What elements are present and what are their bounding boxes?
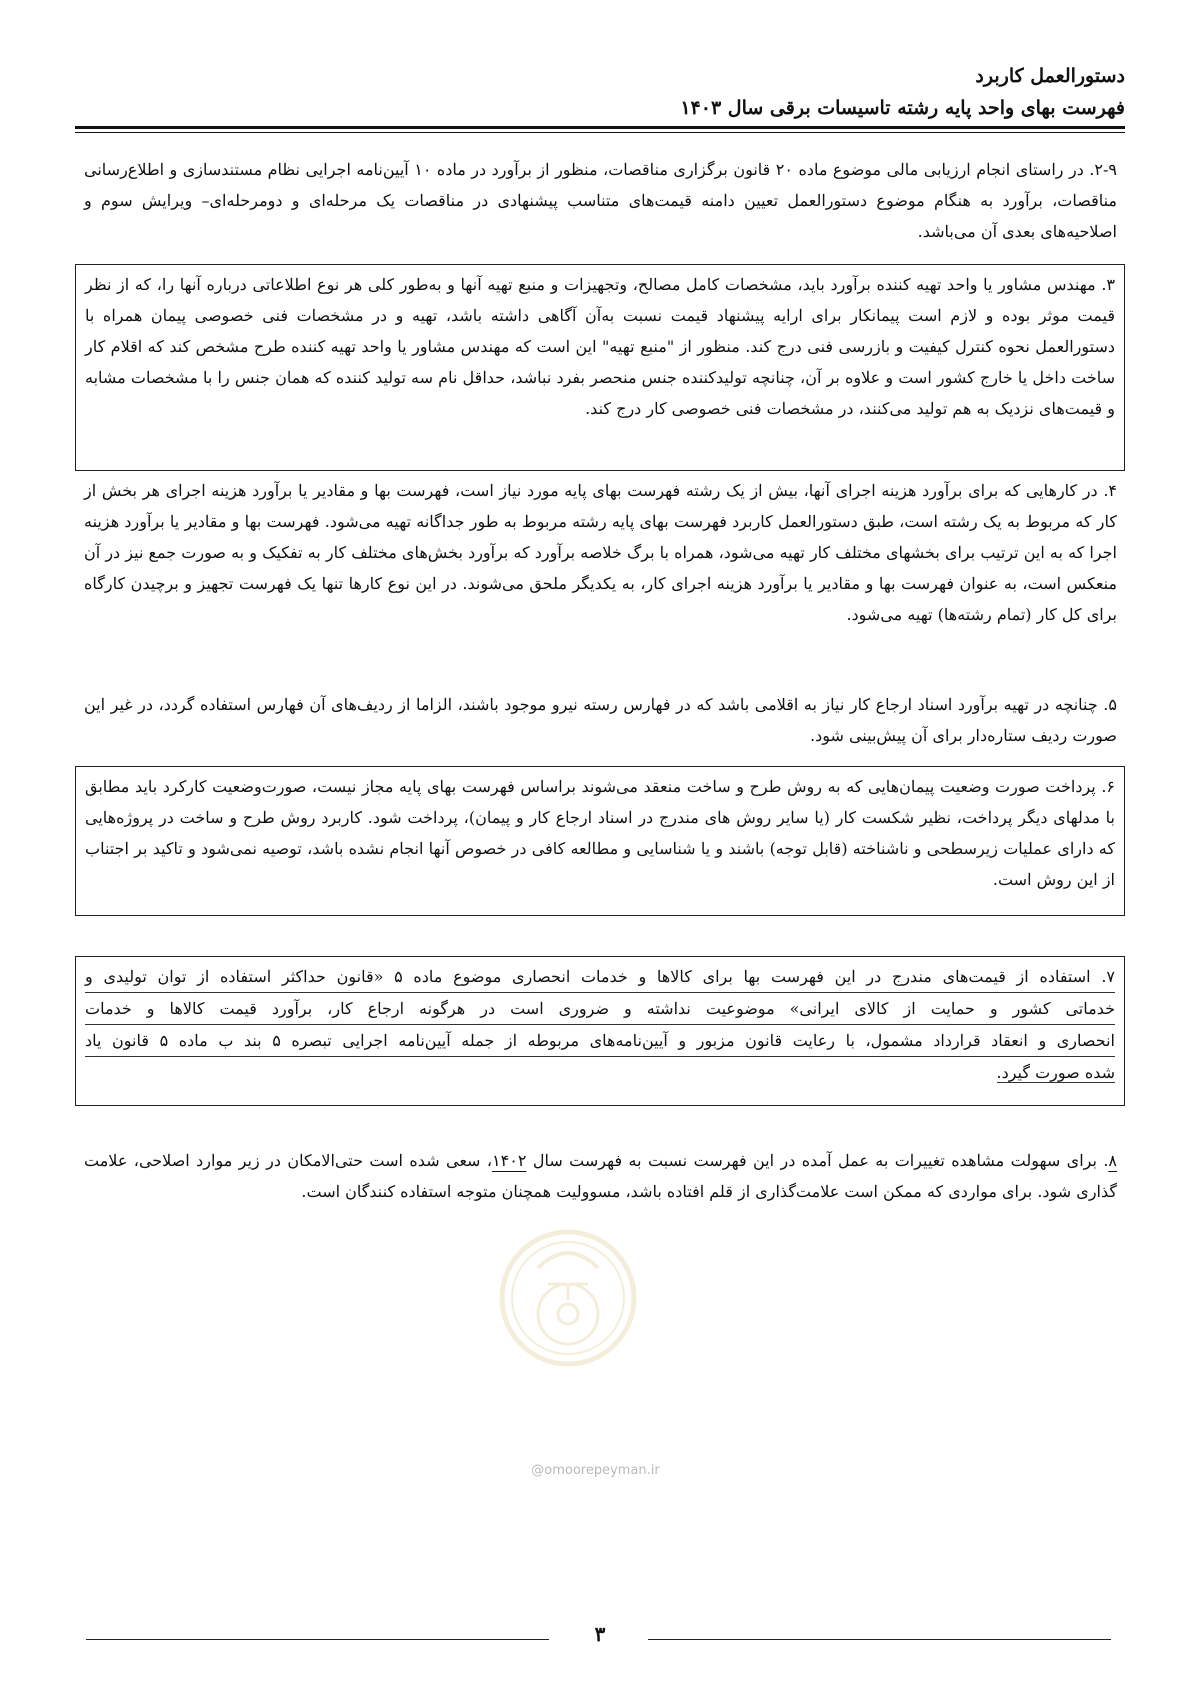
paragraph-7-line-3: انحصاری و انعقاد قرارداد مشمول، با رعایت قانون مزبور و آیین‌نامه‌های مربوطه از جمله آیین‌نامه اجرایی تبصره ۵ بند ب ماده ۵ قانون یاد xyxy=(85,1025,1115,1057)
paragraph-7-line-2: خدماتی کشور و حمایت از کالای ایرانی» موضوعیت نداشته و ضروری است در هرگونه ارجاع کار، برآورد قیمت کالاها و خدمات xyxy=(85,993,1115,1025)
paragraph-6-box xyxy=(75,766,1125,916)
paragraph-7-line-1: ۷. استفاده از قیمت‌های مندرج در این فهرست بها برای کالاها و خدمات انحصاری موضوع ماده ۵ «قانون حداکثر استفاده از توان تولیدی و xyxy=(85,961,1115,993)
paragraph-7-line-4-text: شده صورت گیرد. xyxy=(996,1063,1115,1082)
footer-rule-right xyxy=(648,1639,1111,1640)
watermark-logo xyxy=(498,1228,638,1368)
paragraph-7-line-4 xyxy=(85,1057,1115,1088)
page-number: ۳ xyxy=(594,1622,606,1646)
header-rule-thick xyxy=(75,126,1125,129)
header-subtitle: فهرست بهای واحد پایه رشته تاسیسات برقی سال ۱۴۰۳ xyxy=(680,97,1125,119)
paragraph-8-number: ۸ xyxy=(1108,1151,1118,1170)
header-rule-thin xyxy=(75,132,1125,133)
footer-rule-left xyxy=(86,1639,549,1640)
paragraph-4: ۴. در کارهایی که برای برآورد هزینه اجرای آنها، بیش از یک رشته فهرست بهای پایه مورد نیاز است، فهرست بها و مقادیر یا برآورد هزینه اجرای هر بخش از کار که مربوط به یک رشته است، طبق دستورالعمل کاربرد فهرست بهای پایه رشته مربوط به طور جداگانه تهیه می‌شود. فهرست بها و مقادیر یا برآورد هزینه اجرا که به این ترتیب برای بخشهای مختلف کار تهیه می‌شود، همراه با برگ خلاصه برآورد که برآورد بخش‌های مختلف کار به تفکیک و به صورت جمع نیز در آن منعکس است، به عنوان فهرست بها و مقادیر یا برآورد هزینه اجرای کار، به یکدیگر ملحق می‌شوند. در این نوع کارها تنها یک فهرست تجهیز و برچیدن کارگاه برای کل کار (تمام رشته‌ها) تهیه می‌شود. xyxy=(84,481,1117,624)
paragraph-6: ۶. پرداخت صورت وضعیت پیمان‌هایی که به روش طرح و ساخت منعقد می‌شوند براساس فهرست بهای پایه مجاز نیست، صورت‌وضعیت کارکرد باید مطابق با مدلهای دیگر پرداخت، نظیر شکست کار (یا سایر روش های مندرج در اسناد ارجاع کار و پیمان)، پرداخت شود. کاربرد روش طرح و ساخت در پروژه‌هایی که دارای عملیات زیرسطحی و ناشناخته (قابل توجه) باشند و یا شناسایی و مطالعه کافی در خصوص آنها انجام نشده باشد، توصیه نمی‌شود و تاکید بر اجتناب از این روش است. xyxy=(85,777,1116,889)
paragraph-3-box xyxy=(75,264,1125,471)
header-title: دستورالعمل کاربرد xyxy=(975,65,1125,87)
paragraph-8-part-a: . برای سهولت مشاهده تغییرات به عمل آمده در این فهرست نسبت به فهرست سال xyxy=(526,1151,1109,1170)
paragraph-3: ۳. مهندس مشاور یا واحد تهیه کننده برآورد باید، مشخصات کامل مصالح، وتجهیزات و منبع تهیه آنها و به‌طور کلی هر نوع اطلاعاتی درباره آنها را، که از نظر قیمت موثر بوده و لازم است پیمانکار برای ارایه پیشنهاد قیمت نسبت به‌آن آگاهی داشته باشد، تهیه و در مشخصات فنی خصوصی پیمان همراه با دستورالعمل نحوه کنترل کیفیت و بازرسی فنی درج کند. منظور از "منبع تهیه" این است که مهندس مشاور یا واحد تهیه کننده طرح مشخص کند که اقلام کار ساخت داخل یا خارج کشور است و علاوه بر آن، چنانچه تولیدکننده جنس منحصر بفرد نباشد، حداقل نام سه تولید کننده که همان جنس را با مشخصات مشابه و قیمت‌های نزدیک به هم تولید می‌کنند، در مشخصات فنی خصوصی کار درج کند. xyxy=(85,275,1115,418)
paragraph-7-box xyxy=(75,956,1125,1106)
page-header xyxy=(86,60,1125,124)
paragraph-2-9: ۲-۹. در راستای انجام ارزیابی مالی موضوع ماده ۲۰ قانون برگزاری مناقصات، منظور از برآورد در ماده ۱۰ آیین‌نامه اجرایی نظام مستندسازی و اطلاع‌رسانی مناقصات، برآورد به هنگام موضوع دستورالعمل تعیین دامنه قیمت‌های متناسب پیشنهادی در مناقصات یک مرحله‌ای و دومرحله‌ای– ویرایش سوم و اصلاحیه‌های بعدی آن می‌باشد. xyxy=(84,160,1117,241)
watermark-text: @omoorepeyman.ir xyxy=(531,1463,660,1478)
paragraph-8 xyxy=(84,1145,1117,1207)
paragraph-8-year: ۱۴۰۲ xyxy=(492,1151,527,1170)
paragraph-8-part-b: ، سعی شده است حتی‌الامکان در زیر موارد اصلاحی، علامت گذاری شود. برای مواردی که ممکن است علامت‌گذاری از قلم افتاده باشد، مسوولیت همچنان متوجه استفاده کنندگان است. xyxy=(84,1151,1117,1201)
paragraph-5: ۵. چنانچه در تهیه برآورد اسناد ارجاع کار نیاز به اقلامی باشد که در فهارس رسته نیرو موجود باشند، الزاما از ردیف‌های آن فهارس استفاده گردد، در غیر این صورت ردیف ستاره‌دار برای آن پیش‌بینی شود. xyxy=(84,695,1117,745)
